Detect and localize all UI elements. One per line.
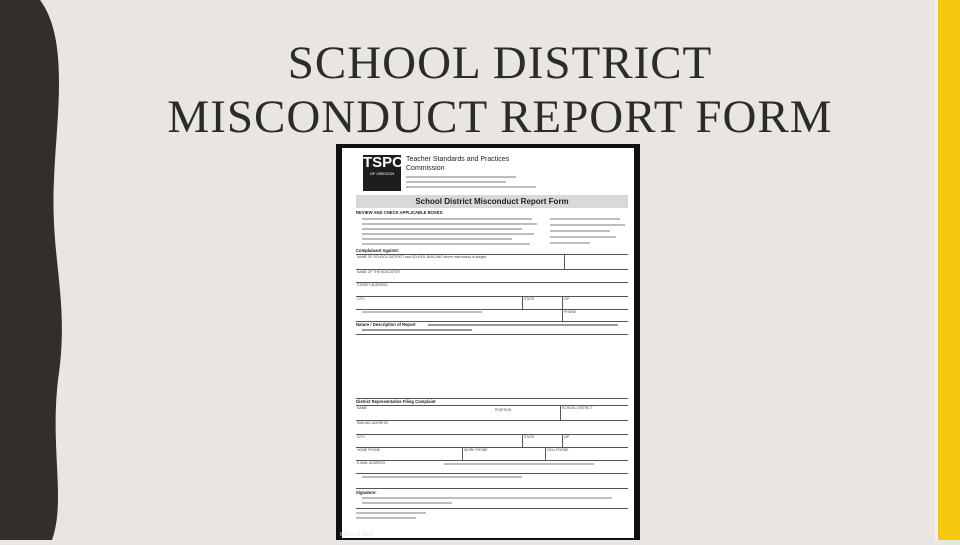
rep-state-field-label: STATE	[524, 435, 535, 439]
field-divider	[356, 434, 628, 435]
signature-text-line	[362, 502, 452, 504]
logo-text: TSPC	[363, 154, 404, 171]
field-divider	[356, 282, 628, 283]
field-divider	[356, 334, 628, 335]
slide-title-line2: MISCONDUCT REPORT FORM	[167, 91, 833, 143]
web-text-placeholder	[406, 186, 536, 188]
school-district-field-label: NAME OF SCHOOL DISTRICT and SCHOOL BUILDING where misconduct is alleged	[357, 255, 487, 259]
review-text-line	[362, 223, 537, 225]
rep-zip-field-label: ZIP	[564, 435, 570, 439]
form-page	[342, 148, 634, 538]
field-divider	[356, 447, 628, 448]
field-divider	[356, 296, 628, 297]
review-text-line	[550, 218, 620, 220]
left-decorative-band	[0, 0, 66, 540]
page-size-label: 8.50 x 13.00 in	[340, 532, 373, 538]
field-divider	[356, 473, 628, 474]
location-label-placeholder	[362, 311, 482, 313]
email-row-text-line	[444, 463, 594, 465]
city-field-label: CITY	[357, 297, 365, 301]
field-divider	[356, 508, 628, 509]
signature-heading: Signature:	[356, 490, 377, 495]
review-text-line	[362, 233, 534, 235]
field-divider	[562, 434, 563, 447]
nature-section-heading: Nature / Description of Report	[356, 322, 416, 327]
footer-text-line	[356, 517, 416, 519]
review-text-line	[550, 236, 616, 238]
field-divider	[560, 405, 561, 420]
signature-text-line	[362, 497, 612, 499]
review-text-line	[362, 228, 522, 230]
school-district-rep-label: SCHOOL DISTRICT	[562, 406, 593, 410]
agency-name-line1: Teacher Standards and Practices	[406, 156, 510, 163]
field-divider	[562, 296, 563, 309]
zip-field-label: ZIP	[564, 297, 570, 301]
position-field-label: POSITION	[495, 408, 512, 412]
action-row-text-line	[362, 476, 522, 478]
cell-phone-field-label: CELL PHONE	[547, 448, 569, 452]
district-rep-heading: District Representative Filing Complaint	[356, 399, 436, 404]
review-text-line	[550, 224, 625, 226]
review-text-line	[362, 218, 532, 220]
home-phone-field-label: HOME PHONE	[357, 448, 381, 452]
field-divider	[562, 309, 563, 321]
slide-title-line1: SCHOOL DISTRICT	[287, 37, 713, 89]
phone-text-placeholder	[406, 181, 506, 183]
nature-instruction-line	[362, 329, 472, 331]
form-document-image	[336, 144, 640, 540]
mailing-field-label: MAILING ADDRESS	[357, 421, 389, 425]
review-section-heading: REVIEW AND CHECK APPLICABLE BOXES:	[356, 210, 444, 215]
review-text-line	[550, 230, 610, 232]
tspc-logo	[363, 154, 404, 191]
field-divider	[522, 296, 523, 309]
work-phone-field-label: WORK PHONE	[464, 448, 488, 452]
complaint-against-heading: Complainant Against:	[356, 248, 400, 253]
review-text-line	[550, 242, 590, 244]
phone-field-label: PHONE	[564, 310, 577, 314]
email-field-label: E-MAIL ADDRESS	[357, 461, 386, 465]
field-divider	[356, 309, 628, 310]
field-divider	[356, 460, 628, 461]
logo-subtext: OF OREGON	[369, 171, 395, 176]
field-divider	[356, 488, 628, 489]
rep-city-field-label: CITY	[357, 435, 365, 439]
field-divider	[564, 254, 565, 269]
review-text-line	[362, 243, 530, 245]
field-divider	[522, 434, 523, 447]
name-field-label: NAME	[357, 406, 367, 410]
footer-text-line	[356, 512, 426, 514]
address-text-placeholder	[406, 176, 516, 178]
field-divider	[462, 447, 463, 460]
educator-name-field-label: NAME OF THE EDUCATOR	[357, 270, 400, 274]
field-divider	[356, 420, 628, 421]
field-divider	[545, 447, 546, 460]
form-title: School District Misconduct Report Form	[356, 195, 628, 208]
agency-name-line2: Commission	[406, 165, 445, 172]
street-field-label: STREET ADDRESS	[357, 283, 388, 287]
review-text-line	[362, 238, 512, 240]
state-field-label: STATE	[524, 297, 535, 301]
right-accent-band	[938, 0, 960, 540]
nature-instruction-line	[428, 324, 618, 326]
